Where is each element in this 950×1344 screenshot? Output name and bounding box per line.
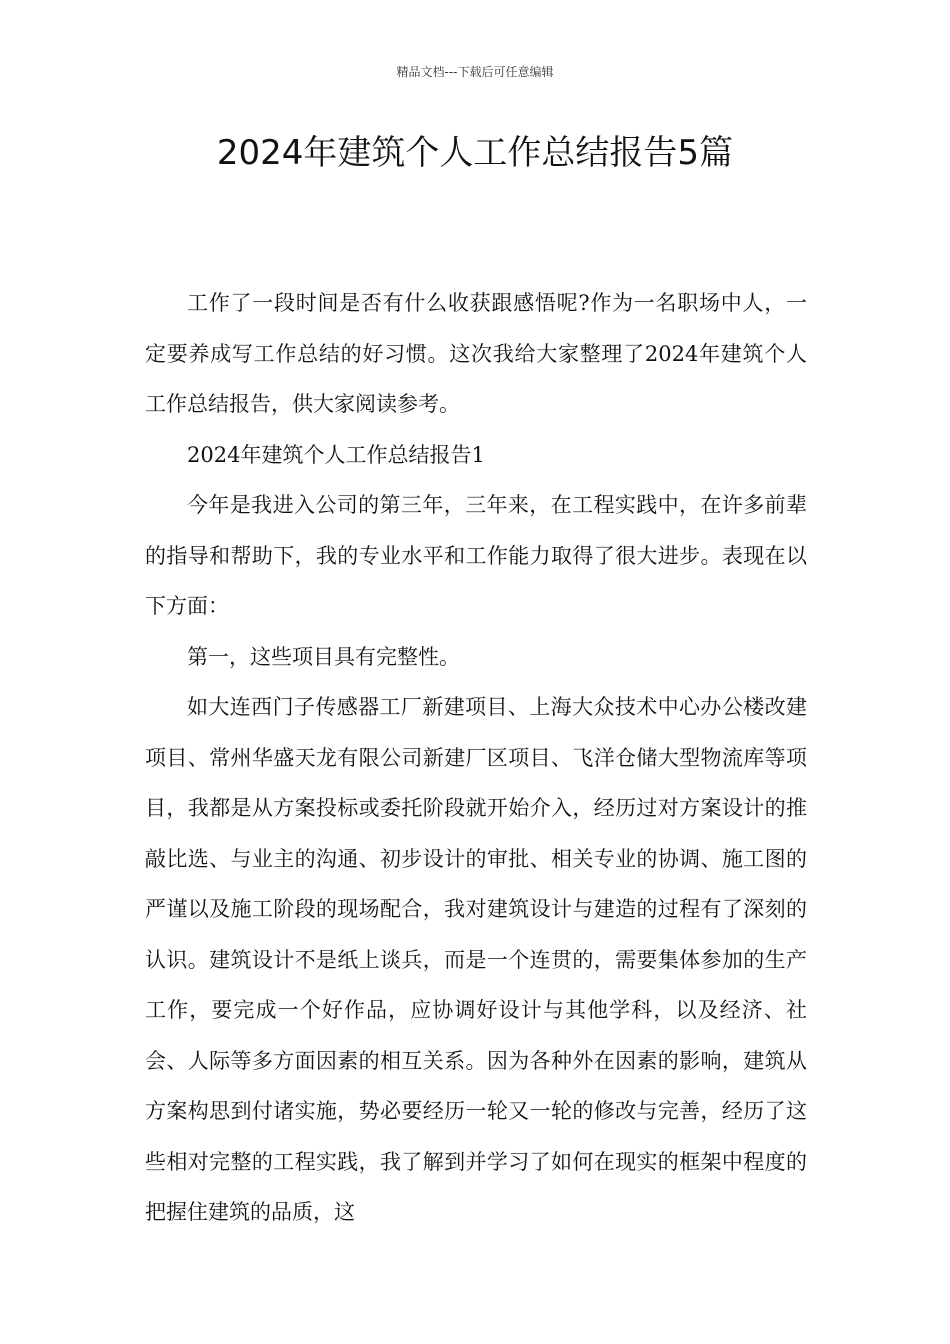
section-heading: 2024年建筑个人工作总结报告1 (187, 442, 485, 467)
paragraph-intro: 工作了一段时间是否有什么收获跟感悟呢?作为一名职场中人，一定要养成写工作总结的好习惯。这次我给大家整理了2024年建筑个人工作总结报告，供大家阅读参考。 (145, 291, 807, 416)
paragraph-point-one: 第一，这些项目具有完整性。 (187, 644, 460, 669)
paragraph-projects: 如大连西门子传感器工厂新建项目、上海大众技术中心办公楼改建项目、常州华盛天龙有限公司新建厂区项目、飞洋仓储大型物流库等项目，我都是从方案投标或委托阶段就开始介入，经历过对方案设计的推敲比选、与业主的沟通、初步设计的审批、相关专业的协调、施工图的严谨以及施工阶段的现场配合，我对建筑设计与建造的过程有了深刻的认识。建筑设计不是纸上谈兵，而是一个连贯的，需要集体参加的生产工作，要完成一个好作品，应协调好设计与其他学科，以及经济、社会、人际等多方面因素的相互关系。因为各种外在因素的影响，建筑从方案构思到付诸实施，势必要经历一轮又一轮的修改与完善，经历了这些相对完整的工程实践，我了解到并学习了如何在现实的框架中程度的把握住建筑的品质，这 (145, 695, 807, 1224)
paragraph-overview: 今年是我进入公司的第三年，三年来，在工程实践中，在许多前辈的指导和帮助下，我的专业水平和工作能力取得了很大进步。表现在以下方面： (145, 493, 807, 618)
document-title: 2024年建筑个人工作总结报告5篇 (216, 133, 734, 173)
document-body (145, 278, 807, 1238)
page-header-note: 精品文档---下载后可任意编辑 (396, 65, 554, 79)
